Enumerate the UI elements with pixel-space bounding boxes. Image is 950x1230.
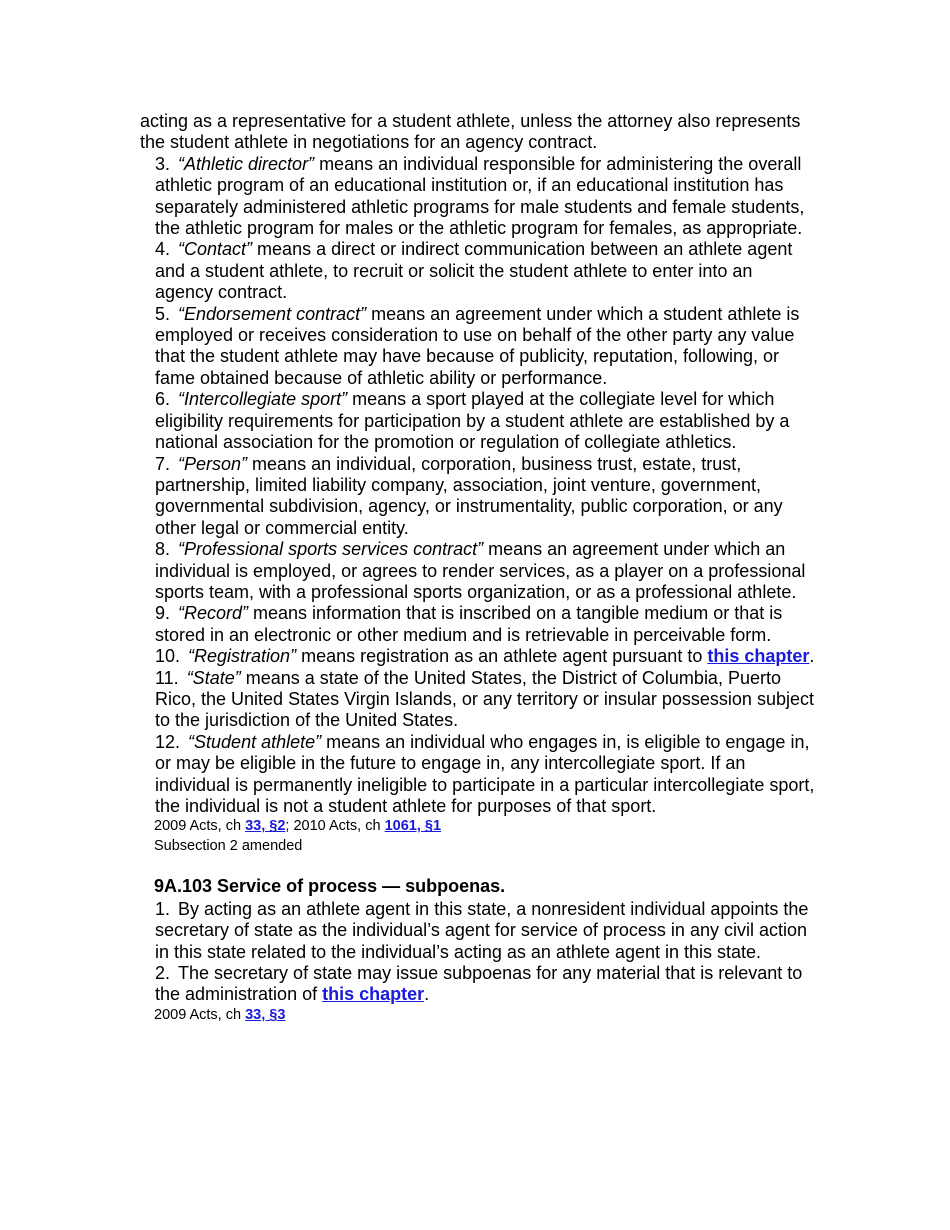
amendment-note: Subsection 2 amended: [154, 837, 303, 854]
defined-term: “Athletic director”: [178, 153, 315, 174]
definition-9: 9. “Record” means information that is inscribed on a tangible medium or that is stored in an electronic or other medium and is retrievable in perceivable form.: [155, 603, 783, 645]
acts-2010-ch1061-s1-link[interactable]: 1061, §1: [384, 818, 442, 835]
definition-11: 11. “State” means a state of the United States, the District of Columbia, Puerto Rico, the United States Virgin Islands, or any territory or insular possession subject to the jurisdiction of the United States.: [155, 667, 814, 731]
this-chapter-link[interactable]: this chapter: [707, 646, 810, 667]
defined-term: “Registration”: [188, 646, 297, 667]
defined-term: “State”: [186, 667, 241, 688]
document-page: [140, 111, 815, 1025]
defined-term: “Record”: [178, 603, 249, 624]
definition-7: 7. “Person” means an individual, corporation, business trust, estate, trust, partnership, limited liability company, association, joint venture, government, governmental subdivision, agency, or instrumentality, public corporation, or any other legal or commercial entity.: [155, 453, 783, 538]
history-note: 2009 Acts, ch 33, §2; 2010 Acts, ch 1061, §1: [154, 818, 442, 835]
defined-term: “Student athlete”: [188, 731, 322, 752]
defined-term: “Contact”: [178, 239, 253, 260]
section-paragraph-2: 2. The secretary of state may issue subpoenas for any material that is relevant to the administration of this chapter.: [155, 963, 803, 1005]
definitions-list: [140, 154, 815, 818]
acts-2009-ch33-s2-link[interactable]: 33, §2: [245, 818, 286, 835]
definition-6: 6. “Intercollegiate sport” means a sport played at the collegiate level for which eligibility requirements for participation by a student athlete are established by a national association for the promotion or regulation of collegiate athletics.: [155, 389, 790, 453]
defined-term: “Person”: [178, 453, 248, 474]
section-paragraph-1: 1. By acting as an athlete agent in this state, a nonresident individual appoints the secretary of state as the individual’s agent for service of process in any civil action in this state related to the individual’s acting as an athlete agent in this state.: [155, 898, 809, 962]
history-note-2: 2009 Acts, ch 33, §3: [154, 1006, 286, 1023]
definition-8: 8. “Professional sports services contract” means an agreement under which an individual is employed, or agrees to render services, as a player on a professional sports team, with a professional sports organization, or as a professional athlete.: [155, 539, 806, 602]
definition-4: 4. “Contact” means a direct or indirect communication between an athlete agent and a student athlete, to recruit or solicit the student athlete to enter into an agency contract.: [155, 239, 793, 303]
defined-term: “Professional sports services contract”: [178, 539, 484, 560]
definition-3: 3. “Athletic director” means an individual responsible for administering the overall athletic program of an educational institution or, if an educational institution has separately administered athletic programs for male students and female students, the athletic program for males or the athletic program for females, as appropriate.: [155, 153, 805, 239]
intro-paragraph: acting as a representative for a student athlete, unless the attorney also represents the student athlete in negotiations for an agency contract.: [140, 111, 801, 153]
definition-10: 10. “Registration” means registration as an athlete agent pursuant to this chapter.: [155, 646, 815, 667]
section-heading: 9A.103 Service of process — subpoenas.: [154, 876, 506, 897]
definition-5: 5. “Endorsement contract” means an agreement under which a student athlete is employed or receives consideration to use on behalf of the other party any value that the student athlete may have because of publicity, reputation, following, or fame obtained because of athletic ability or performance.: [155, 303, 800, 388]
defined-term: “Endorsement contract”: [178, 303, 367, 324]
defined-term: “Intercollegiate sport”: [178, 389, 348, 410]
definition-12: 12. “Student athlete” means an individual who engages in, is eligible to engage in, or may be eligible in the future to engage in, any intercollegiate sport. If an individual is permanently ineligible to participate in a particular intercollegiate sport, the individual is not a student athlete for purposes of that sport.: [155, 731, 815, 816]
this-chapter-link-2[interactable]: this chapter: [322, 984, 425, 1005]
acts-2009-ch33-s3-link[interactable]: 33, §3: [245, 1006, 286, 1023]
